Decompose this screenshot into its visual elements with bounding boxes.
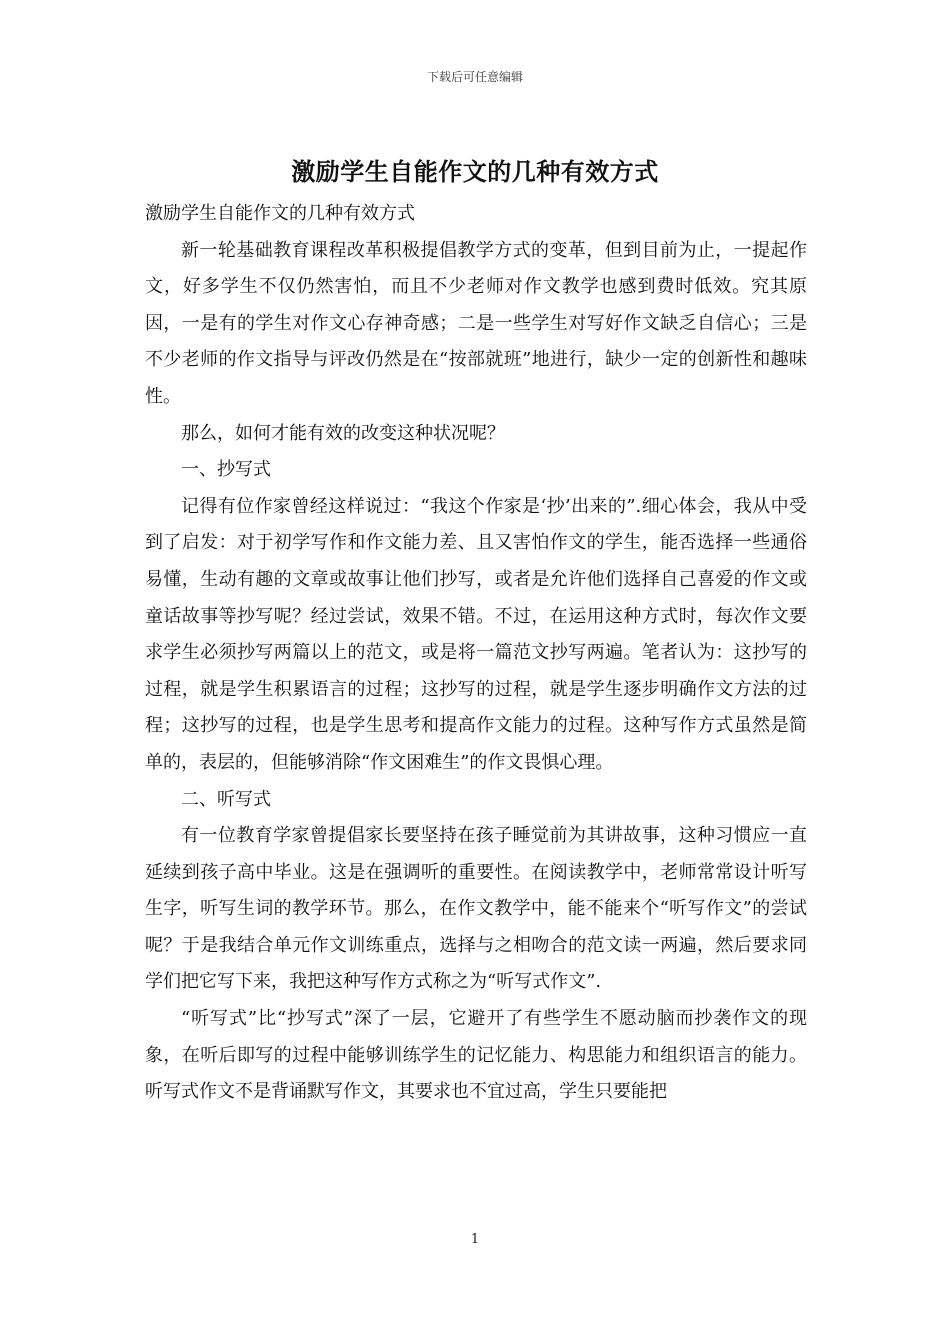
document-title: 激励学生自能作文的几种有效方式: [291, 157, 659, 186]
paragraph-intro: 新一轮基础教育课程改革积极提倡教学方式的变革，但到目前为止，一提起作文，好多学生不仅仍然害怕，而且不少老师对作文教学也感到费时低效。究其原因，一是有的学生对作文心存神奇感；二是一些学生对写好作文缺乏自信心；三是不少老师的作文指导与评改仍然是在“按部就班”地进行，缺少一定的创新性和趣味性。: [145, 239, 807, 407]
header-note: 下载后可任意编辑: [426, 70, 523, 84]
page-number: 1: [470, 1232, 480, 1247]
paragraph-copying: 记得有位作家曾经这样说过：“我这个作家是‘抄’出来的”.细心体会，我从中受到了启发：对于初学写作和作文能力差、且又害怕作文的学生，能否选择一些通俗易懂，生动有趣的文章或故事让他们抄写，或者是允许他们选择自己喜爱的作文或童话故事等抄写呢？经过尝试，效果不错。不过，在运用这种方式时，每次作文要求学生必须抄写两篇以上的范文，或是将一篇范文抄写两遍。笔者认为：这抄写的过程，就是学生积累语言的过程；这抄写的过程，就是学生逐步明确作文方法的过程；这抄写的过程，也是学生思考和提高作文能力的过程。这种写作方式虽然是简单的，表层的，但能够消除“作文困难生”的作文畏惧心理。: [145, 495, 807, 773]
section-heading-dictation: 二、听写式: [181, 788, 271, 810]
section-heading-copying: 一、抄写式: [181, 459, 271, 481]
paragraph-dictation: 有一位教育学家曾提倡家长要坚持在孩子睡觉前为其讲故事，这种习惯应一直延续到孩子高中毕业。这是在强调听的重要性。在阅读教学中，老师常常设计听写生字，听写生词的教学环节。那么，在作文教学中，能不能来个“听写作文”的尝试呢？于是我结合单元作文训练重点，选择与之相吻合的范文读一两遍，然后要求同学们把它写下来，我把这种写作方式称之为“听写式作文”.: [145, 825, 807, 993]
paragraph-dictation-comparison: “听写式”比“抄写式”深了一层，它避开了有些学生不愿动脑而抄袭作文的现象，在听后即写的过程中能够训练学生的记忆能力、构思能力和组织语言的能力。听写式作文不是背诵默写作文，其要求也不宜过高，学生只要能把: [145, 1008, 807, 1103]
paragraph-question: 那么，如何才能有效的改变这种状况呢？: [181, 422, 505, 444]
subtitle: 激励学生自能作文的几种有效方式: [145, 203, 415, 224]
document-body: [145, 196, 807, 1111]
